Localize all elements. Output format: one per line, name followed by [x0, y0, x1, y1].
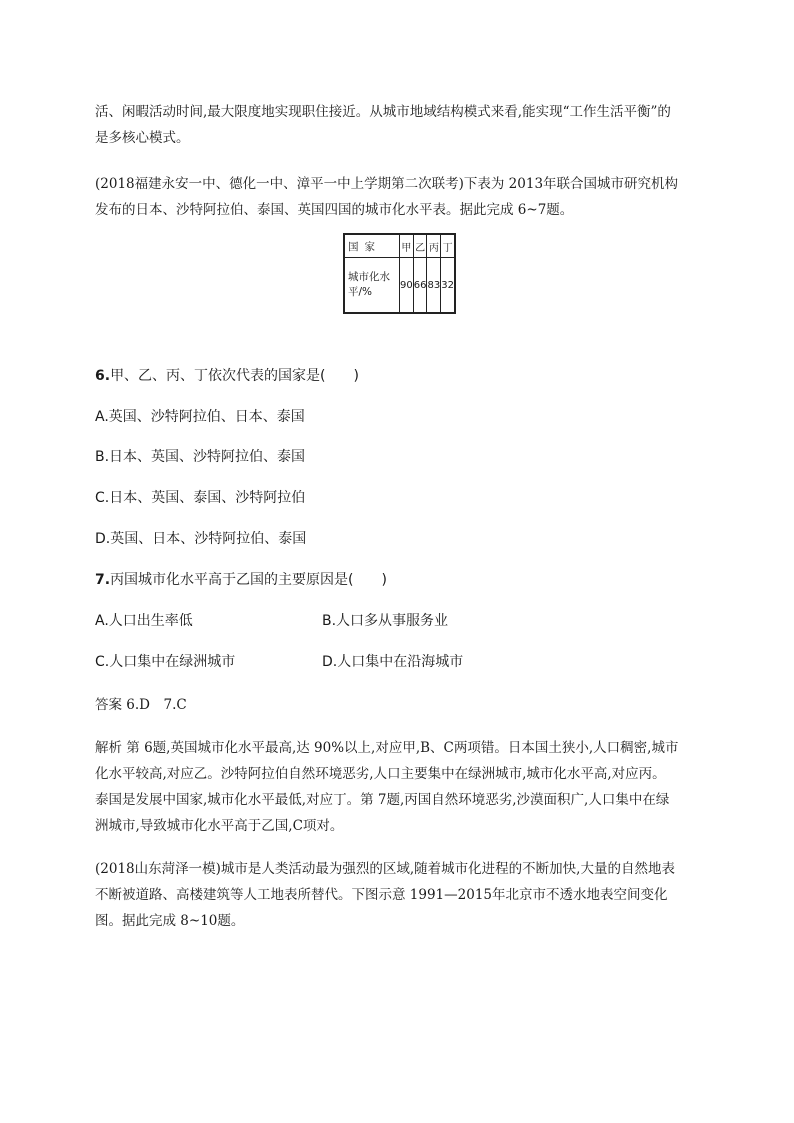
question-6-stem: [95, 366, 359, 386]
table-col-yi: 乙: [413, 234, 427, 258]
table-header-label: 国家: [344, 234, 400, 258]
table-value-ding: 32: [441, 258, 455, 314]
question-7-number: 7.: [95, 572, 111, 588]
intro-line-2: 是多核心模式。: [95, 130, 190, 146]
question-6-option-a: A.英国、沙特阿拉伯、日本、泰国: [95, 409, 305, 425]
table-col-bing: 丙: [427, 234, 441, 258]
question-7-option-d: D.人口集中在沿海城市: [322, 654, 464, 670]
passage2-line-2: 不断被道路、高楼建筑等人工地表所替代。下图示意 1991—2015年北京市不透水地表空间变化: [95, 887, 668, 903]
intro-line-1: 活、闲暇活动时间,最大限度地实现职住接近。从城市地域结构模式来看,能实现“工作生活平衡”的: [95, 104, 671, 120]
table-value-bing: 83: [427, 258, 441, 314]
table-value-jia: 90: [400, 258, 414, 314]
table-value-yi: 66: [413, 258, 427, 314]
passage1-line-1: (2018福建永安一中、德化一中、漳平一中上学期第二次联考)下表为 2013年联合国城市研究机构: [95, 176, 679, 192]
question-6-option-b: B.日本、英国、沙特阿拉伯、泰国: [95, 449, 306, 465]
table-value-row: [344, 258, 455, 314]
passage1-line-2: 发布的日本、沙特阿拉伯、泰国、英国四国的城市化水平表。据此完成 6~7题。: [95, 202, 574, 218]
analysis-line-4: 洲城市,导致城市化水平高于乙国,C项对。: [95, 818, 344, 834]
question-7-option-c: C.人口集中在绿洲城市: [95, 654, 236, 670]
question-7-option-b: B.人口多从事服务业: [322, 613, 449, 629]
analysis-line-2: 化水平较高,对应乙。沙特阿拉伯自然环境恶劣,人口主要集中在绿洲城市,城市化水平高,对应丙。: [95, 766, 666, 782]
question-7-option-a: A.人口出生率低: [95, 613, 193, 629]
passage2-line-3: 图。据此完成 8~10题。: [95, 913, 245, 929]
urbanization-table: [343, 233, 456, 314]
question-7-text: 丙国城市化水平高于乙国的主要原因是( ): [110, 572, 387, 588]
analysis-line-1: 解析 第 6题,英国城市化水平最高,达 90%以上,对应甲,B、C两项错。日本国土狭小,人口稠密,城市: [95, 740, 679, 756]
question-6-text: 甲、乙、丙、丁依次代表的国家是( ): [110, 368, 359, 384]
question-6-number: 6.: [95, 368, 111, 384]
question-6-option-c: C.日本、英国、泰国、沙特阿拉伯: [95, 490, 306, 506]
question-6-option-d: D.英国、日本、沙特阿拉伯、泰国: [95, 531, 307, 547]
table-col-jia: 甲: [400, 234, 414, 258]
table-col-ding: 丁: [441, 234, 455, 258]
question-7-stem: [95, 570, 387, 590]
table-row-label: 城市化水平/%: [344, 258, 400, 314]
table-header-row: [344, 234, 455, 258]
passage2-line-1: (2018山东菏泽一模)城市是人类活动最为强烈的区域,随着城市化进程的不断加快,大量的自然地表: [95, 861, 675, 877]
answer-line: 答案 6.D 7.C: [95, 697, 187, 713]
analysis-line-3: 泰国是发展中国家,城市化水平最低,对应丁。第 7题,丙国自然环境恶劣,沙漠面积广,人口集中在绿: [95, 792, 670, 808]
